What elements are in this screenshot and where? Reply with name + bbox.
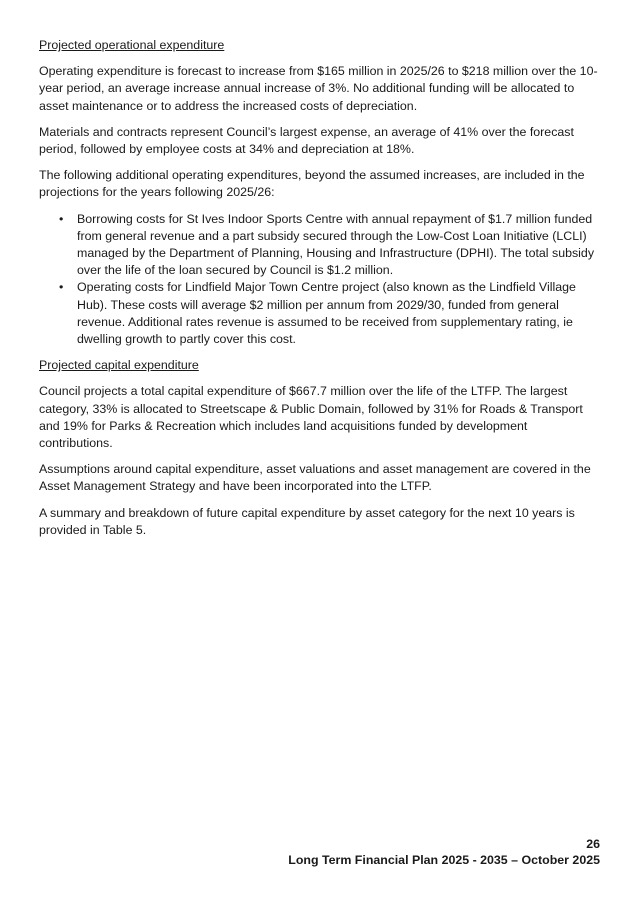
capital-paragraph-2: Assumptions around capital expenditure, asset valuations and asset management are covered in the Asset Management Strategy and have been incorporated into the LTFP. — [39, 462, 591, 494]
page-footer — [288, 836, 600, 868]
operational-paragraph-1: Operating expenditure is forecast to increase from $165 million in 2025/26 to $218 million over the 10-year period, an average increase annual increase of 3%. No additional funding will be allocated to asset maintenance or to address the increased costs of depreciation. — [39, 64, 598, 113]
operational-expenditure-heading: Projected operational expenditure — [39, 38, 225, 52]
operational-bullet-list — [39, 211, 601, 349]
document-body — [39, 37, 601, 548]
bullet-icon: • — [59, 280, 64, 295]
operational-paragraph-3: The following additional operating expenditures, beyond the assumed increases, are included in the projections for the years following 2025/26: — [39, 168, 585, 200]
list-item-text: Operating costs for Lindfield Major Town Centre project (also known as the Lindfield Village Hub). These costs will average $2 million per annum from 2029/30, funded from general revenue. Additional rates revenue is assumed to be received from supplementary rating, ie dwelling growth to partly cover this cost. — [77, 280, 576, 347]
page-number: 26 — [586, 837, 600, 851]
capital-paragraph-1: Council projects a total capital expenditure of $667.7 million over the life of the LTFP. The largest category, 33% is allocated to Streetscape & Public Domain, followed by 31% for Roads & Transport and 19% for Parks & Recreation which includes land acquisitions funded by development contributions. — [39, 384, 583, 451]
capital-paragraph-3: A summary and breakdown of future capital expenditure by asset category for the next 10 years is provided in Table 5. — [39, 505, 575, 537]
list-item — [59, 211, 601, 280]
operational-paragraph-2: Materials and contracts represent Council’s largest expense, an average of 41% over the forecast period, followed by employee costs at 34% and depreciation at 18%. — [39, 124, 574, 157]
capital-expenditure-heading: Projected capital expenditure — [39, 358, 199, 373]
list-item-text: Borrowing costs for St Ives Indoor Sports Centre with annual repayment of $1.7 million funded from general revenue and a part subsidy secured through the Low-Cost Loan Initiative (LCLI) managed by the Department of Planning, Housing and Infrastructure (DPHI). The total subsidy over the life of the loan secured by Council is $1.2 million. — [77, 211, 595, 278]
document-title: Long Term Financial Plan 2025 - 2035 – October 2025 — [288, 853, 600, 867]
list-item — [59, 279, 601, 348]
bullet-icon: • — [59, 211, 64, 226]
